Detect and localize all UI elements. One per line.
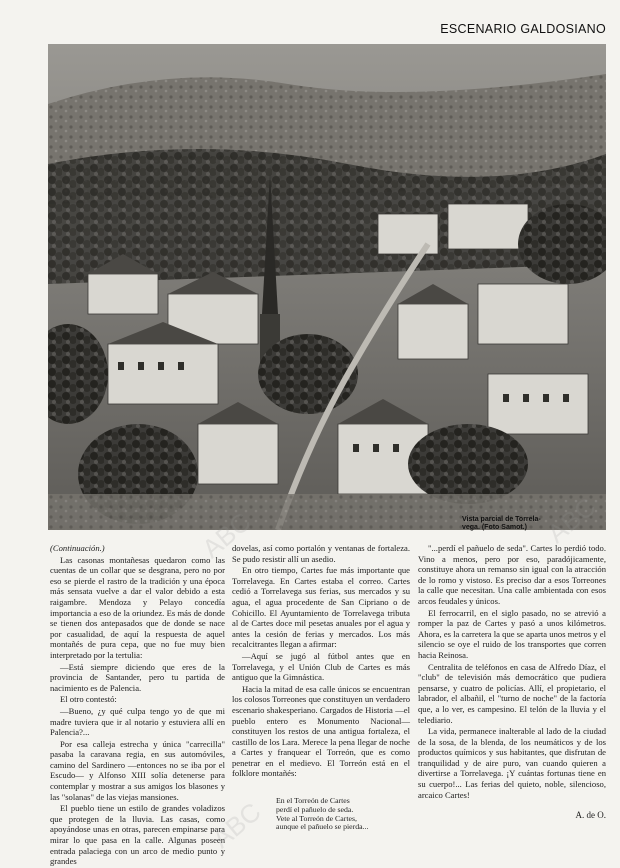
author-signature: A. de O. xyxy=(575,810,606,821)
watermark: ABC xyxy=(206,796,267,854)
verse-line: aunque el pañuelo se pierda... xyxy=(276,822,369,832)
verse-line: Vete al Torreón de Cartes, xyxy=(276,813,357,823)
paragraph: Las casonas montañesas quedaron como las cuentas de un collar que se desgrana, pero no por eso se pierde el rastro de la tradición y una época más sensata vuelve a dar el valor debido a esta raigambre. Mendoza y Pelayo concedía importancia a eso de la oriundez. Es más de donde se tienen dos antepasados que de donde se nace por casualidad, de aquí la respuesta de aquel montañés de pura cepa, que no fue muy bien interpretado por la tertulia: xyxy=(50,554,225,660)
caption-line-2: vega. (Foto Samot.) xyxy=(462,524,527,531)
paragraph: —Está siempre diciendo que eres de la provincia de Santander, pero tu partida de nacimiento es de Palencia. xyxy=(50,661,225,693)
paragraph: Centralita de teléfonos en casa de Alfredo Díaz, el "club" de televisión más democrático que pudiera pensarse, y cuatro de policías. Allí, el propietario, el labrador, el albañil, el "turno de noche" de la factoría que, a lo ver, es campesino. El telón de la lluvia y el telediario. xyxy=(418,661,606,725)
paragraph: El ferrocarril, en el siglo pasado, no se atrevió a romper la paz de Cartes y pasó a unos kilómetros. Ahora, es la carretera la que se aparta unos metros y el silencio se oye el ruido de los transportes que corren hacia Reinosa. xyxy=(418,607,606,660)
verse-line: En el Torreón de Cartes xyxy=(276,796,350,806)
folk-verse xyxy=(276,797,410,832)
paragraph: —Aquí se jugó al fútbol antes que en Torrelavega, y el Unión Club de Cartes es más antiguo que la Gimnástica. xyxy=(232,650,410,683)
town-photo xyxy=(48,44,606,530)
paragraph: La vida, permanece inalterable al lado de la ciudad de la sosa, de la blenda, de los neumáticos y de los productos químicos y sus habitantes, que disfrutan de tranquilidad y de aire puro, van cuando quieren a divertirse a Torrelavega. ¡Y cuántas fortunas tiene en su cuerpo!... Las ferias del quieto, noble, silencioso, arcaico Cartes! xyxy=(418,726,606,800)
continuation-note: (Continuación.) xyxy=(50,543,105,553)
paragraph: dovelas, así como portalón y ventanas de fortaleza. Se pudo resistir allí un asedio. xyxy=(232,543,410,564)
paragraph: Hacia la mitad de esa calle únicos se encuentran los colosos Torreones que constituyen un verdadero escenario shakesperiano. Cargados de Historia —el pueblo entero es Monumento Nacional— constituyen los restos de una antigua fortaleza, el castillo de los Lara. Merece la pena llegar de noche a Cartes y franquear el Torreón, que es como penetrar en el medievo. El Torreón está en el folklore montañés: xyxy=(232,683,410,779)
paragraph: En otro tiempo, Cartes fue más importante que Torrelavega. En Cartes estaba el correo. Cartes cedió a Torrelavega sus ferias, sus mercados y su agua, el agua procedente de San Cipriano o de Cohicillo. El Ayuntamiento de Torrelavega tributa al de Cartes doce mil pesetas anuales por el agua y antes la cesión de ferias y mercados. Los más recalcitrantes llegan a afirmar: xyxy=(232,565,410,650)
town-aerial-image xyxy=(48,44,606,530)
verse-line: perdí el pañuelo de seda. xyxy=(276,804,354,814)
paragraph: El otro contestó: xyxy=(60,694,117,705)
paragraph: —Bueno, ¿y qué culpa tengo yo de que mi madre tuviera que ir al notario y estuviera allí en Palencia?... xyxy=(50,705,225,738)
section-header: ESCENARIO GALDOSIANO xyxy=(440,22,606,36)
article-column-1 xyxy=(50,543,225,868)
article-column-3 xyxy=(418,543,606,821)
article-column-2 xyxy=(232,543,410,832)
paragraph: El pueblo tiene un estilo de grandes voladizos que protegen de la lluvia. Las casas, como apoyándose unas en otras, parecen empinarse para mirar lo que pasa en la calle. Algunas poseen entrada palaciega con un arco de medio punto y grandes xyxy=(50,803,225,867)
paragraph: Por esa calleja estrecha y única "carrecilla" pasaba la caravana regia, en sus automóviles, camino del Sardinero —entonces no se iba por el Escudo— y Alfonso XIII solía detenerse para contemplar y mostrar a sus amigos los blasones y las "solanas" de las viejas mansiones. xyxy=(50,738,225,802)
paragraph: "...perdí el pañuelo de seda". Cartes lo perdió todo. Vino a menos, pero por eso, paradójicamente, constituye ahora un remanso sin igual con la atracción de lo romo y vistoso. Es preciso dar a esos Torreones la calle que necesitan. Una calle ambientada con esos arcos feudales y únicos. xyxy=(418,543,606,606)
watermark: ABC xyxy=(196,506,257,564)
photo-caption xyxy=(462,516,602,532)
caption-line-1: Vista parcial de Torrela- xyxy=(462,516,541,523)
